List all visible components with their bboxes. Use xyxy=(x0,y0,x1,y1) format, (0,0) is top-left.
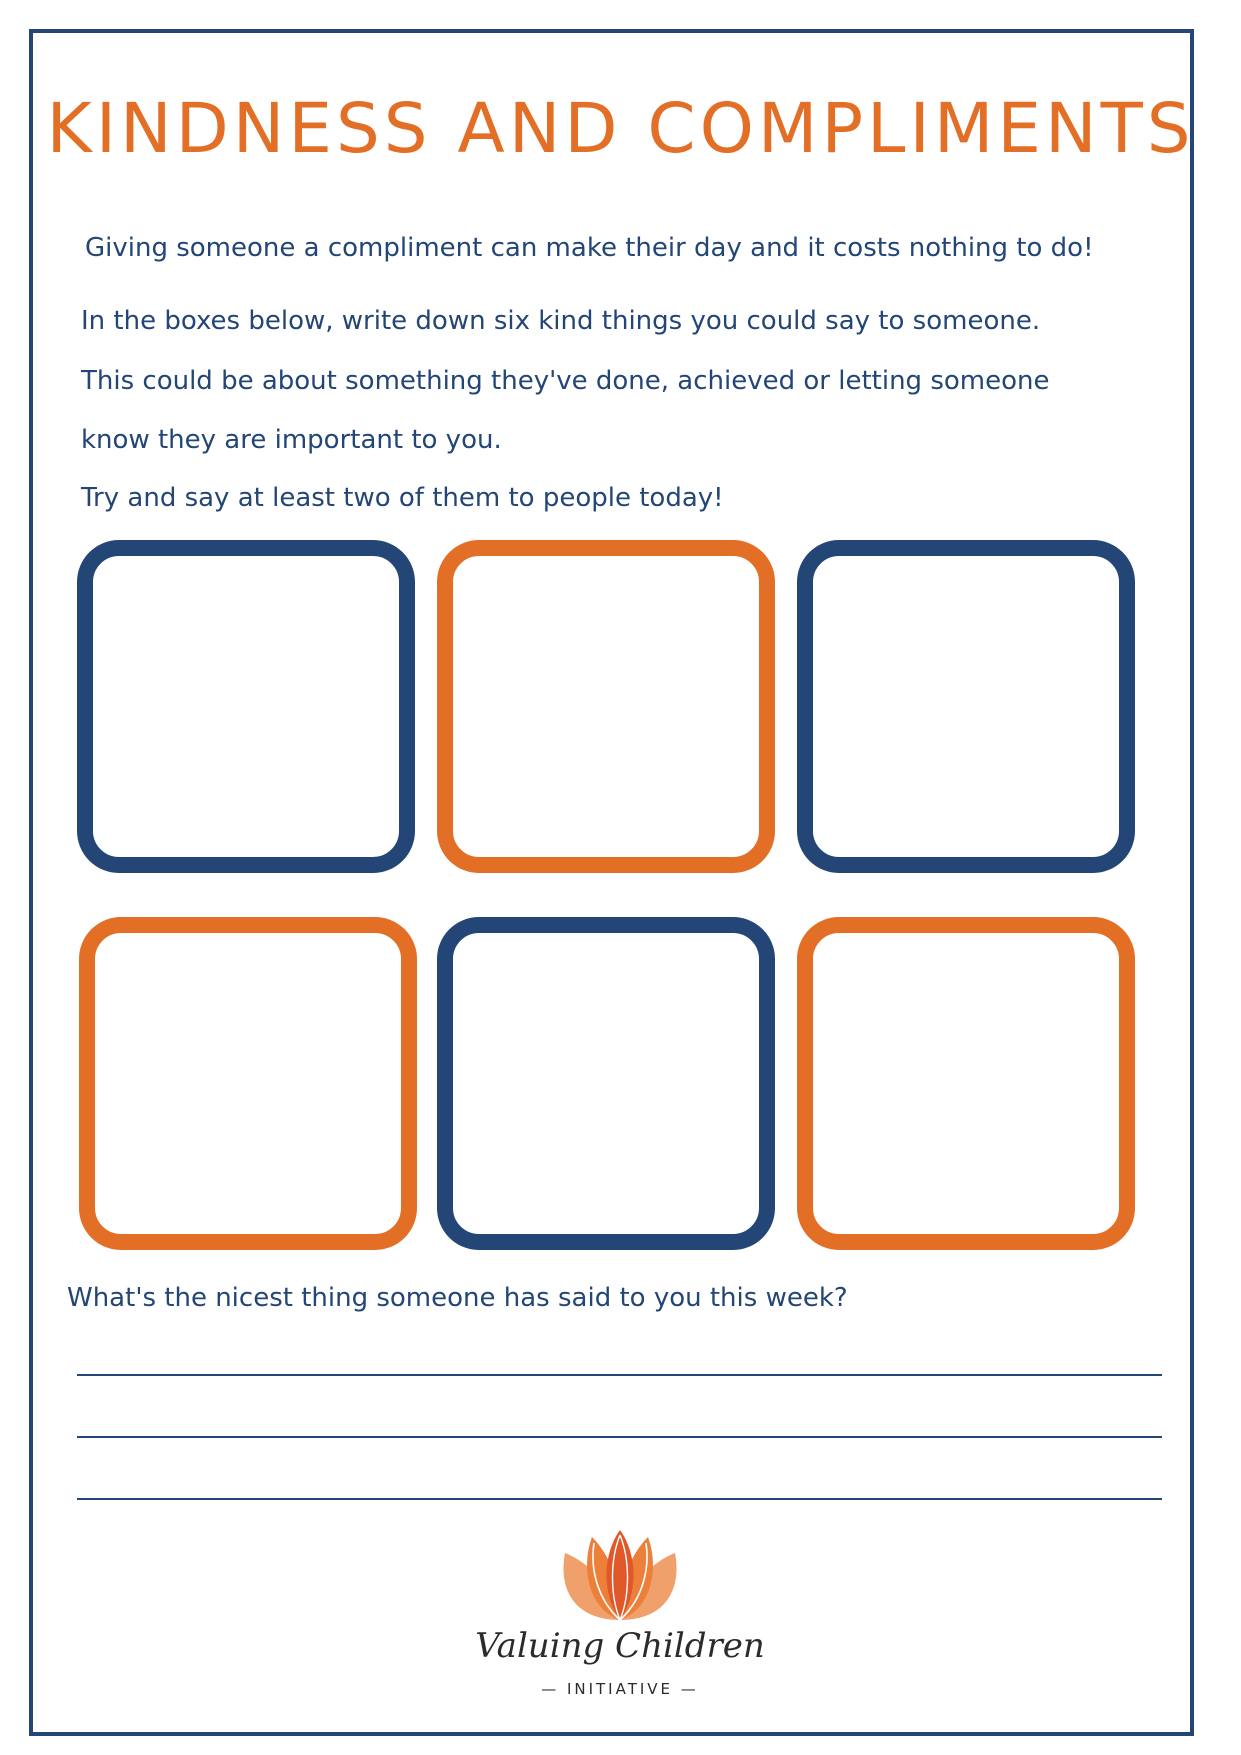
compliment-box-4[interactable] xyxy=(79,917,417,1250)
logo-subtitle: — INITIATIVE — xyxy=(541,1680,699,1698)
question-text: What's the nicest thing someone has said to you this week? xyxy=(67,1283,848,1313)
compliment-box-2[interactable] xyxy=(437,540,775,873)
intro-text: Giving someone a compliment can make their day and it costs nothing to do! xyxy=(85,233,1094,263)
worksheet-title: KINDNESS AND COMPLIMENTS xyxy=(46,89,1195,169)
logo-wordmark: Valuing Children xyxy=(475,1626,765,1666)
valuing-children-logo xyxy=(470,1525,770,1715)
lotus-icon xyxy=(470,1525,770,1625)
compliment-box-1[interactable] xyxy=(77,540,415,873)
page-border xyxy=(29,29,1194,1736)
instruction-line: In the boxes below, write down six kind things you could say to someone. xyxy=(81,306,1041,336)
answer-line-3[interactable] xyxy=(77,1498,1162,1500)
instruction-line: Try and say at least two of them to people today! xyxy=(81,483,724,513)
compliment-box-3[interactable] xyxy=(797,540,1135,873)
instruction-line: This could be about something they've done, achieved or letting someone xyxy=(81,366,1050,396)
compliment-box-5[interactable] xyxy=(437,917,775,1250)
instruction-line: know they are important to you. xyxy=(81,425,502,455)
answer-line-1[interactable] xyxy=(77,1374,1162,1376)
compliment-box-6[interactable] xyxy=(797,917,1135,1250)
answer-line-2[interactable] xyxy=(77,1436,1162,1438)
